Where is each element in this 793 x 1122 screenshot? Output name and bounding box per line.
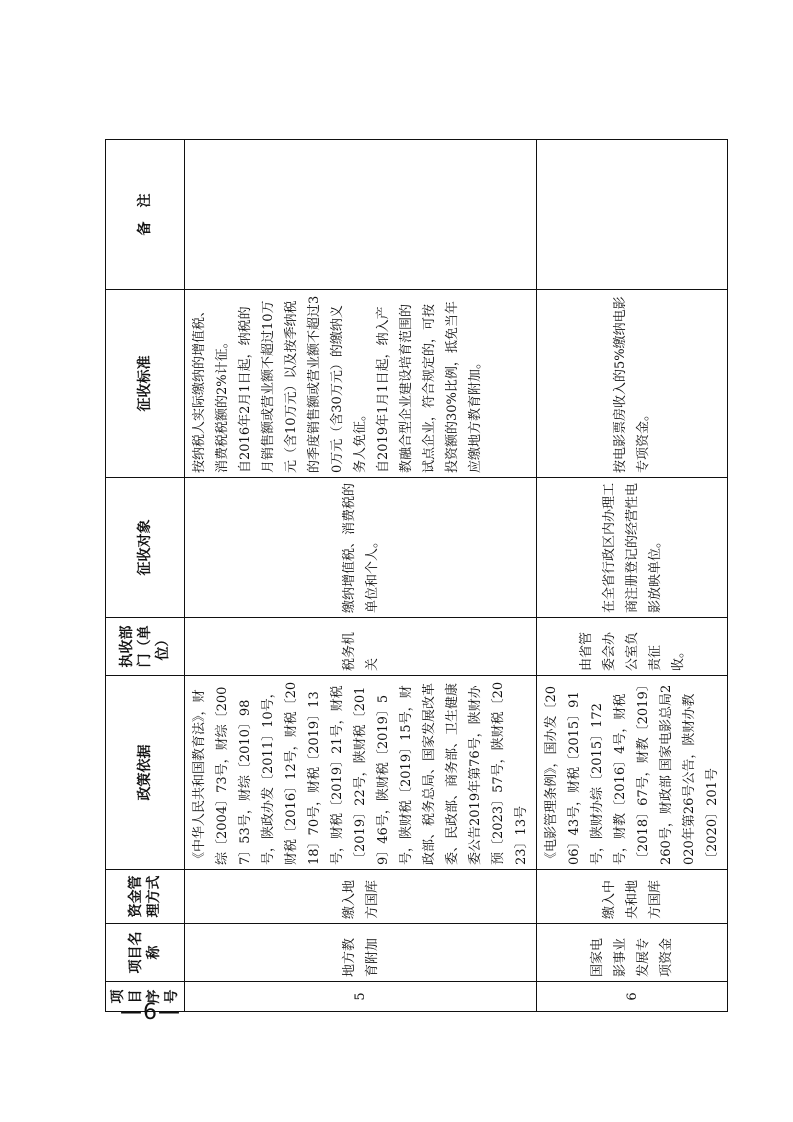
standard-line: 按纳税人实际缴纳的增值税、消费税税额的2%计征。 — [192, 303, 230, 473]
header-fund-mgmt: 资金管理方式 — [106, 870, 185, 924]
cell-target: 缴纳增值税、消费税的单位和个人。 — [185, 478, 537, 618]
header-name: 项目名称 — [106, 924, 185, 982]
cell-remark — [537, 140, 728, 290]
cell-target: 在全省行政区内办理工商注册登记的经营性电影放映单位。 — [537, 478, 728, 618]
cell-fund-mgmt: 缴入地方国库 — [185, 870, 537, 924]
header-remark: 备 注 — [106, 140, 185, 290]
header-standard: 征收标准 — [106, 290, 185, 478]
table-row — [537, 140, 728, 1012]
header-dept: 执收部门（单位） — [106, 618, 185, 676]
standard-line: 自2019年1月1日起，纳入产教融合型企业建设培育范围的试点企业，符合规定的，可按投资额的30%比例，抵免当年应缴地方教育附加。 — [376, 301, 483, 473]
header-basis: 政策依据 — [106, 676, 185, 870]
fee-table — [105, 139, 728, 1012]
cell-seq: 5 — [185, 982, 537, 1012]
header-seq: 项目序号 — [106, 982, 185, 1012]
cell-fund-mgmt: 缴入中央和地方国库 — [537, 870, 728, 924]
cell-basis: 《电影管理条例》，国办发〔2006〕43号，财税〔2015〕91号，陕财办综〔2015〕172号，财教〔2016〕4号，财税〔2018〕67号，财教〔2019〕260号，财政部 国家电影总局2020年第26号公告，陕财办教〔2020〕201号 — [537, 676, 728, 870]
header-target: 征收对象 — [106, 478, 185, 618]
cell-dept: 由省管委会办公室负责征收。 — [537, 618, 728, 676]
cell-remark — [185, 140, 537, 290]
cell-dept: 税务机关 — [185, 618, 537, 676]
cell-seq: 6 — [537, 982, 728, 1012]
table-row — [185, 140, 537, 1012]
standard-line: 自2016年2月1日起，纳税的月销售额或营业额不超过10万元（含10万元）以及按季纳税的季度销售额或营业额不超过30万元（含30万元）的缴纳义务人免征。 — [238, 295, 368, 473]
cell-basis: 《中华人民共和国教育法》，财综〔2004〕73号，财综〔2007〕53号，财综〔2010〕98号，陕政办发〔2011〕10号，财税〔2016〕12号，财税〔2018〕70号，财税〔2019〕13号，财税〔2019〕21号，财税〔2019〕22号，陕财税〔2019〕46号，陕财税〔2019〕5号，陕财税〔2019〕15号，财政部、税务总局、国家发展改革委、民政部、商务部、卫生健康委公告2019年第76号，陕财办预〔2023〕57号，陕财税〔2023〕13号 — [185, 676, 537, 870]
cell-name: 国家电影事业发展专项资金 — [537, 924, 728, 982]
rotated-table-container — [105, 140, 720, 1012]
cell-standard — [185, 290, 537, 478]
table-header-row — [106, 140, 185, 1012]
page-number: —6— — [120, 1000, 181, 1025]
cell-name: 地方教育附加 — [185, 924, 537, 982]
cell-standard — [537, 290, 728, 478]
standard-line: 按电影票房收入的5%缴纳电影专项资金。 — [613, 296, 651, 473]
